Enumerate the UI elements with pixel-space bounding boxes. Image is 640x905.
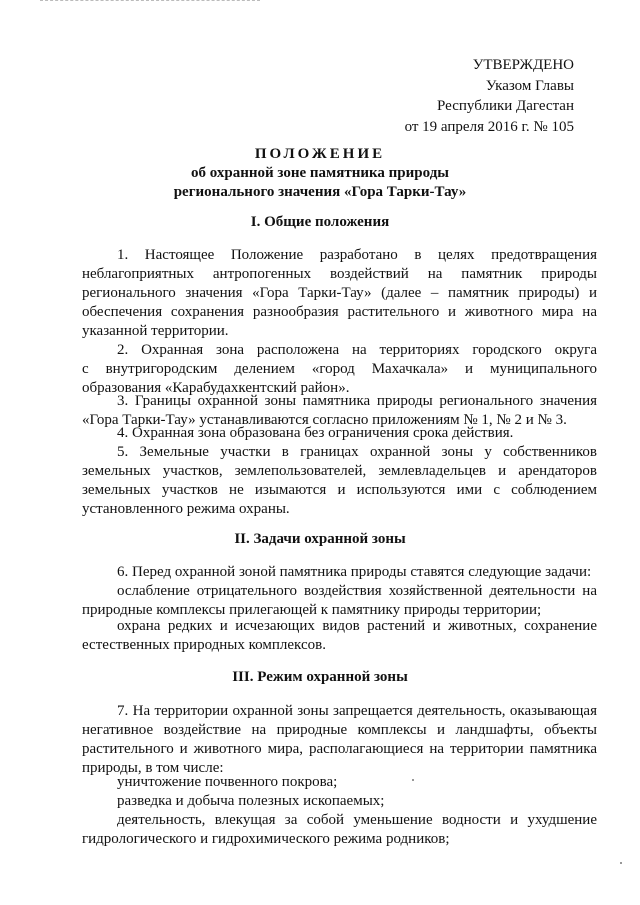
section-heading: II. Задачи охранной зоны bbox=[234, 531, 406, 547]
paragraph-line: природные комплексы прилегающей к памятнику природы территории; bbox=[82, 602, 542, 618]
paragraph-line: 2. Охранная зона расположена на территориях городского округа bbox=[117, 342, 597, 358]
title-line: регионального значения «Гора Тарки-Тау» bbox=[173, 184, 467, 200]
approval-line: Республики Дагестан bbox=[437, 98, 574, 114]
paragraph-line: неблагоприятных антропогенных воздействий на памятник природы bbox=[82, 266, 597, 282]
paragraph-5 bbox=[82, 443, 597, 519]
paragraph-7b bbox=[82, 792, 597, 811]
paragraph-6b bbox=[82, 617, 597, 655]
paragraph-line: 5. Земельные участки в границах охранной зоны у собственников bbox=[117, 444, 597, 460]
paragraph-line: регионального значения «Гора Тарки-Тау» (далее – памятник природы) и bbox=[82, 285, 597, 301]
paragraph-line: установленного режима охраны. bbox=[82, 501, 290, 517]
approval-line: УТВЕРЖДЕНО bbox=[472, 57, 574, 73]
paragraph-line: земельных участков не изымаются и используются ими с соблюдением bbox=[82, 482, 597, 498]
paragraph-6 bbox=[82, 563, 597, 582]
paragraph-line: земельных участков, землепользователей, землевладельцев и арендаторов bbox=[82, 463, 597, 479]
paragraph-7c bbox=[82, 811, 597, 849]
paragraph-line: деятельность, влекущая за собой уменьшение водности и ухудшение bbox=[117, 812, 597, 828]
paragraph-7 bbox=[82, 702, 597, 778]
approval-date: от 19 апреля 2016 г. № 105 bbox=[404, 118, 574, 135]
title-line: ПОЛОЖЕНИЕ bbox=[254, 146, 386, 162]
paragraph-line: 3. Границы охранной зоны памятника природы регионального значения bbox=[117, 393, 597, 409]
paragraph-6a bbox=[82, 582, 597, 620]
paragraph-line: уничтожение почвенного покрова; bbox=[117, 774, 338, 790]
paragraph-line: разведка и добыча полезных ископаемых; bbox=[117, 793, 385, 809]
paragraph-2 bbox=[82, 341, 597, 398]
paragraph-line: гидрологического и гидрохимического режима родников; bbox=[82, 831, 450, 847]
section-heading: I. Общие положения bbox=[250, 214, 390, 230]
paragraph-line: естественных природных комплексов. bbox=[82, 637, 326, 653]
scan-speck bbox=[620, 862, 622, 864]
paragraph-line: охрана редких и исчезающих видов растений и животных, сохранение bbox=[117, 618, 597, 634]
paragraph-7a bbox=[82, 773, 597, 792]
paragraph-line: указанной территории. bbox=[82, 323, 229, 339]
paragraph-1 bbox=[82, 246, 597, 341]
approval-stamp bbox=[405, 55, 574, 137]
paragraph-line: 6. Перед охранной зоной памятника природы ставятся следующие задачи: bbox=[117, 564, 592, 580]
paragraph-line: негативное воздействие на природные комплексы и ландшафты, объекты bbox=[82, 722, 597, 738]
scan-speck bbox=[412, 779, 414, 781]
paragraph-line: ослабление отрицательного воздействия хозяйственной деятельности на bbox=[117, 583, 597, 599]
paragraph-line: «Гора Тарки-Тау» устанавливаются согласно приложениям № 1, № 2 и № 3. bbox=[82, 412, 567, 428]
paragraph-line: растительного и животного мира, располагающиеся на территории памятника bbox=[82, 741, 597, 757]
section-heading: III. Режим охранной зоны bbox=[232, 669, 408, 685]
paragraph-line: природы, в том числе: bbox=[82, 760, 224, 776]
paragraph-line: 1. Настоящее Положение разработано в целях предотвращения bbox=[117, 247, 597, 263]
paragraph-4 bbox=[82, 424, 597, 443]
title-line: об охранной зоне памятника природы bbox=[190, 165, 450, 181]
document-title bbox=[0, 145, 640, 202]
paragraph-line: с внутригородским делением «город Махачкала» и муниципального bbox=[82, 361, 597, 377]
paragraph-line: 4. Охранная зона образована без ограничения срока действия. bbox=[117, 425, 514, 441]
scan-edge-mark bbox=[40, 0, 260, 5]
paragraph-line: обеспечения сохранения разнообразия растительного и животного мира на bbox=[82, 304, 597, 320]
approval-line: Указом Главы bbox=[485, 77, 574, 94]
paragraph-line: образования «Карабудахкентский район». bbox=[82, 380, 350, 396]
paragraph-line: 7. На территории охранной зоны запрещается деятельность, оказывающая bbox=[117, 703, 597, 719]
